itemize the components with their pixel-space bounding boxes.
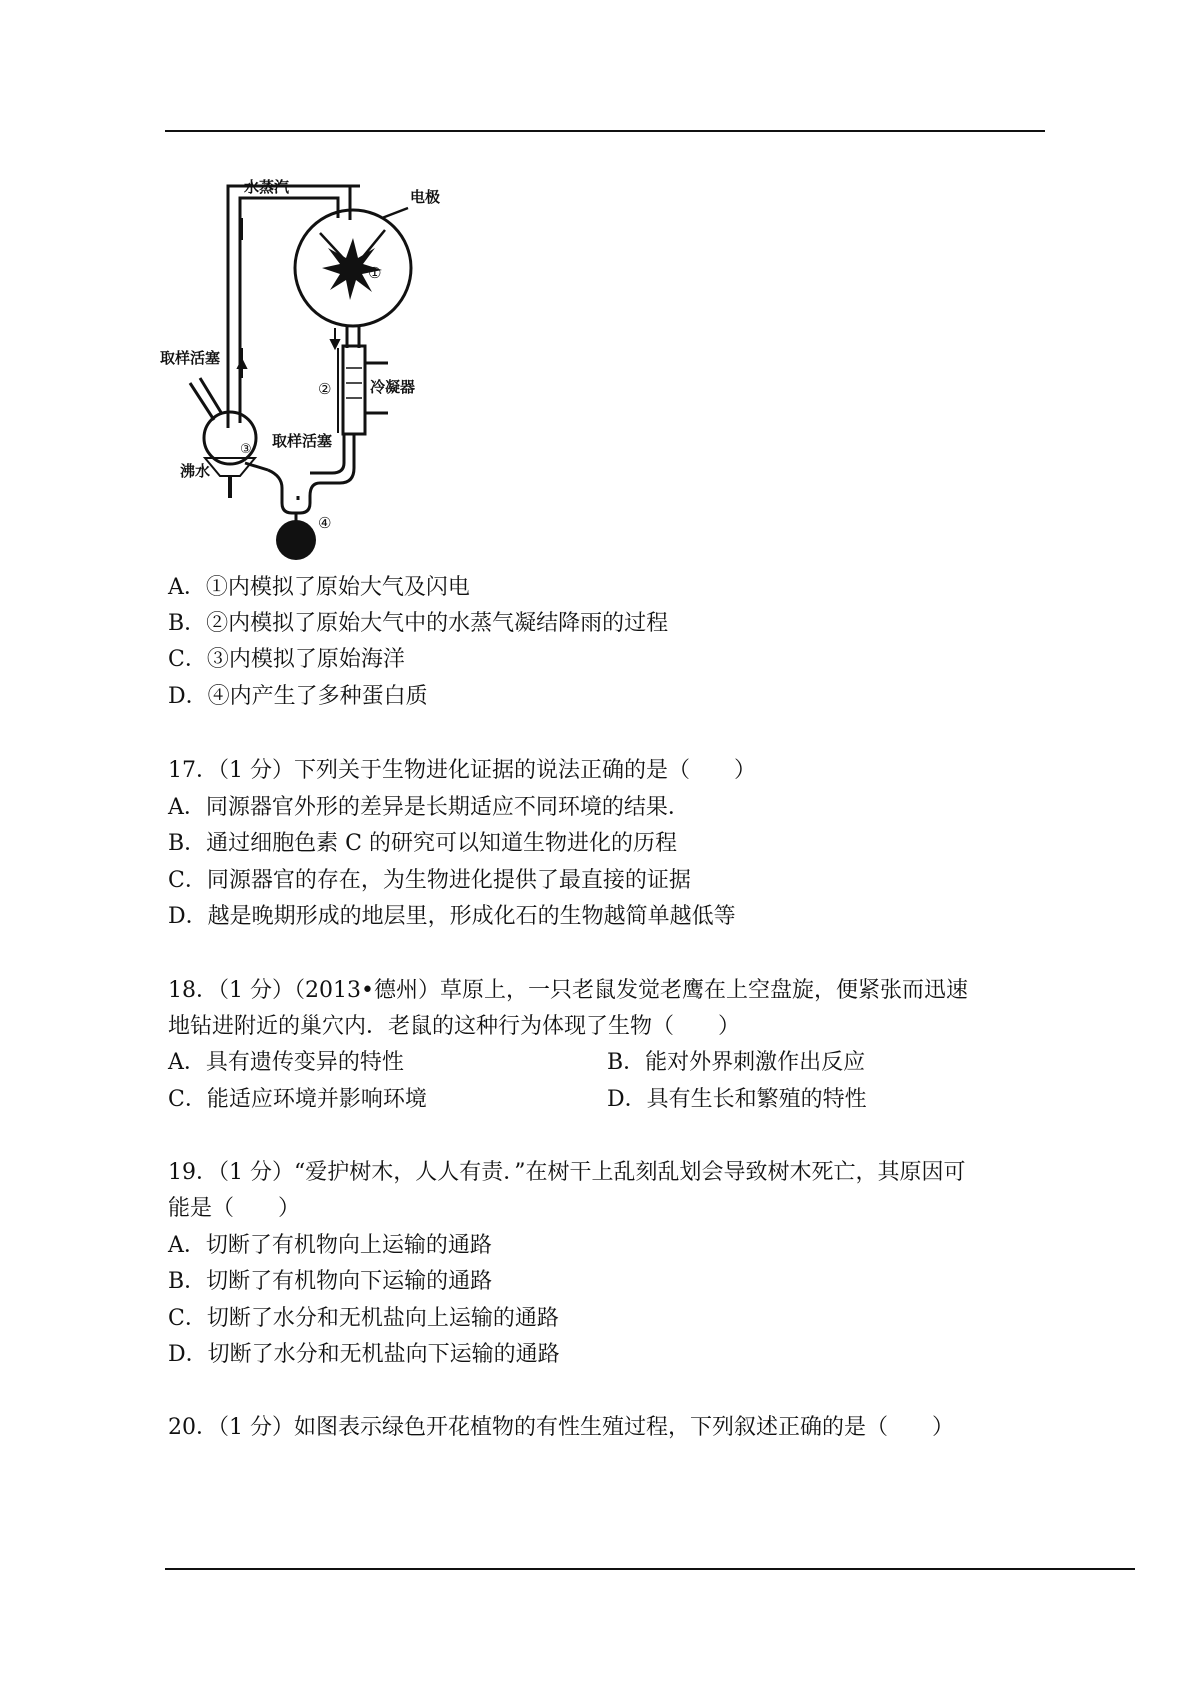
label-n1: ① [368, 264, 382, 282]
label-sampling-valve-left: 取样活塞 [160, 349, 221, 367]
q17-option-b: B．通过细胞色素 C 的研究可以知道生物进化的历程 [168, 831, 677, 856]
q16-option-b: B．②内模拟了原始大气中的水蒸气凝结降雨的过程 [168, 611, 669, 636]
q19-stem-line1: 19．（1 分）“爱护树木，人人有责．”在树干上乱刻乱划会导致树木死亡，其原因可 [168, 1160, 966, 1185]
label-n3: ③ [240, 442, 252, 457]
q16-option-c: C．③内模拟了原始海洋 [168, 647, 405, 672]
label-boiling-water: 沸水 [180, 462, 211, 480]
q19-option-b: B．切断了有机物向下运输的通路 [168, 1269, 493, 1294]
q18-stem-line2: 地钻进附近的巢穴内．老鼠的这种行为体现了生物（ ） [168, 1014, 741, 1039]
q19-option-a: A．切断了有机物向上运输的通路 [168, 1233, 492, 1258]
q18-option-row1 [168, 1049, 866, 1077]
q17-stem: 17．（1 分）下列关于生物进化证据的说法正确的是（ ） [168, 758, 756, 783]
miller-apparatus-diagram [160, 178, 520, 563]
footer-rule [165, 1568, 1135, 1570]
label-n2: ② [318, 380, 332, 398]
q17-option-d: D．越是晚期形成的地层里，形成化石的生物越简单越低等 [168, 904, 736, 929]
q18-option-c: C．能适应环境并影响环境 [168, 1087, 427, 1112]
q18-option-d: D．具有生长和繁殖的特性 [607, 1087, 867, 1112]
label-sampling-valve-right: 取样活塞 [272, 432, 333, 450]
q17-option-c: C．同源器官的存在，为生物进化提供了最直接的证据 [168, 868, 691, 893]
q16-option-d: D．④内产生了多种蛋白质 [168, 684, 428, 709]
header-rule [165, 130, 1045, 132]
q18-option-a: A．具有遗传变异的特性 [168, 1050, 404, 1075]
label-water-vapor: 水蒸汽 [244, 178, 290, 196]
q18-stem-line1: 18．（1 分）（2013•德州）草原上，一只老鼠发觉老鹰在上空盘旋，便紧张而迅速 [168, 978, 968, 1003]
q16-option-a: A．①内模拟了原始大气及闪电 [168, 575, 470, 600]
label-condenser: 冷凝器 [370, 378, 416, 396]
q19-option-d: D．切断了水分和无机盐向下运输的通路 [168, 1342, 560, 1367]
q18-option-row2 [168, 1086, 867, 1114]
label-electrode: 电极 [410, 188, 441, 206]
q20-stem: 20．（1 分）如图表示绿色开花植物的有性生殖过程，下列叙述正确的是（ ） [168, 1415, 954, 1440]
q17-option-a: A．同源器官外形的差异是长期适应不同环境的结果． [168, 795, 690, 820]
label-n4: ④ [318, 514, 332, 532]
q19-option-c: C．切断了水分和无机盐向上运输的通路 [168, 1306, 559, 1331]
q18-option-b: B．能对外界刺激作出反应 [607, 1050, 866, 1075]
q19-stem-line2: 能是（ ） [168, 1196, 301, 1221]
